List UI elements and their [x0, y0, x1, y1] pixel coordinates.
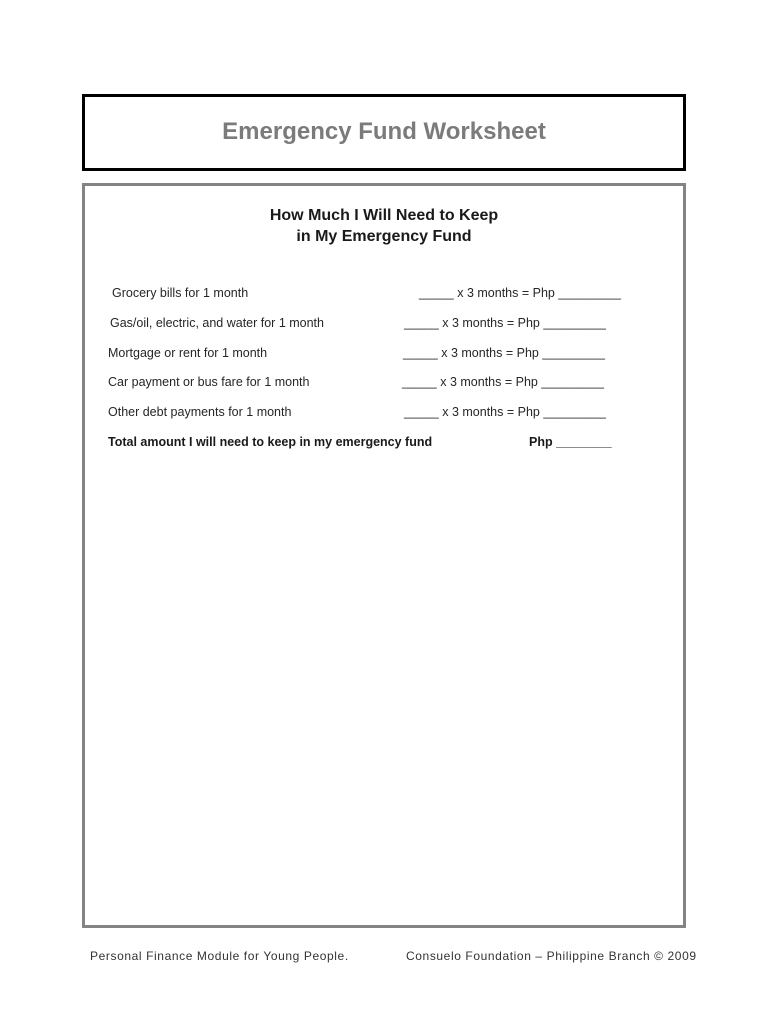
row-calculation: _____ x 3 months = Php _________ [419, 286, 621, 300]
worksheet-box [82, 183, 686, 928]
row-calculation: _____ x 3 months = Php _________ [404, 405, 606, 419]
worksheet-row [110, 316, 606, 330]
row-label: Other debt payments for 1 month [108, 405, 292, 419]
row-label: Grocery bills for 1 month [112, 286, 249, 300]
section-heading [85, 205, 683, 247]
worksheet-row [108, 375, 604, 389]
footer-module-name: Personal Finance Module for Young People. [90, 949, 349, 963]
total-row [108, 435, 612, 449]
section-heading-line-2: in My Emergency Fund [296, 228, 472, 245]
row-calculation: _____ x 3 months = Php _________ [403, 346, 605, 360]
section-heading-line-1: How Much I Will Need to Keep [269, 207, 499, 224]
row-calculation: _____ x 3 months = Php _________ [402, 375, 604, 389]
worksheet-row [108, 405, 606, 419]
page-title: Emergency Fund Worksheet [222, 117, 546, 145]
worksheet-row [112, 286, 621, 300]
row-calculation: _____ x 3 months = Php _________ [404, 316, 606, 330]
footer-copyright: Consuelo Foundation – Philippine Branch © 2009 [406, 949, 697, 963]
row-label: Gas/oil, electric, and water for 1 month [110, 316, 324, 330]
worksheet-row [108, 346, 605, 360]
title-box [82, 94, 686, 171]
row-label: Car payment or bus fare for 1 month [108, 375, 310, 389]
total-calculation: Php ________ [529, 435, 612, 449]
row-label: Mortgage or rent for 1 month [108, 346, 268, 360]
total-label: Total amount I will need to keep in my emergency fund [108, 435, 433, 449]
